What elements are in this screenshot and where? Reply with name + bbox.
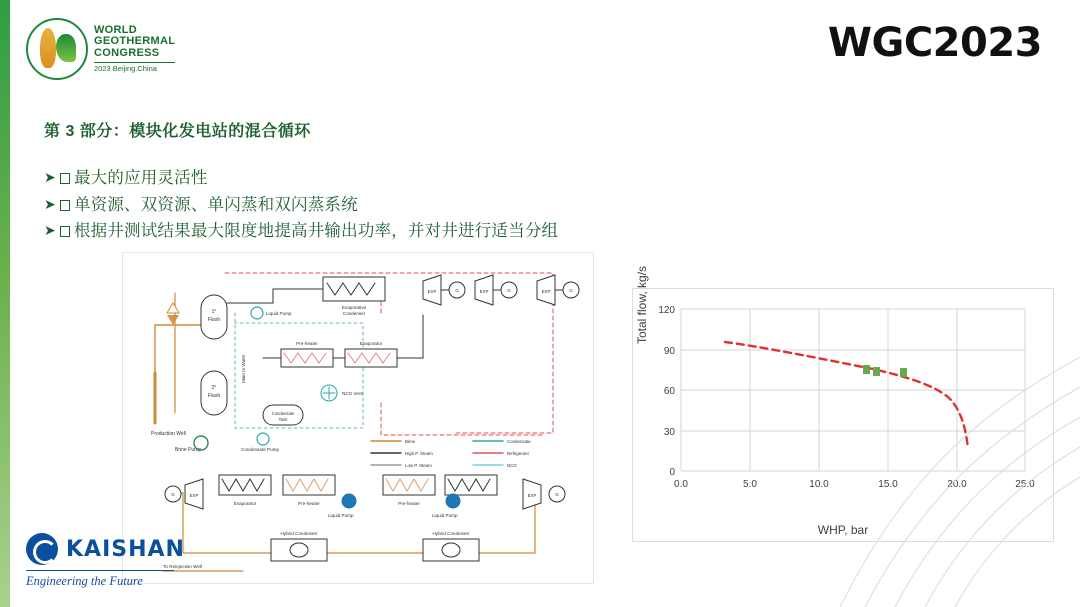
svg-text:G: G	[555, 492, 559, 497]
svg-text:Hybrid Condenser: Hybrid Condenser	[432, 531, 470, 536]
svg-text:EXP: EXP	[189, 493, 199, 498]
list-item	[44, 192, 744, 219]
svg-text:Liquid Pump: Liquid Pump	[266, 311, 292, 316]
chart-y-axis-label: Total flow, kg/s	[635, 265, 649, 344]
svg-text:EXP: EXP	[527, 493, 537, 498]
svg-text:To Reinjection Well: To Reinjection Well	[163, 564, 202, 569]
svg-text:Evaporator: Evaporator	[359, 341, 383, 346]
svg-text:25.0: 25.0	[1015, 479, 1035, 490]
diagram-svg	[123, 253, 593, 583]
svg-text:Refrigerant: Refrigerant	[507, 451, 529, 456]
arrow-bullet-icon: ➤	[44, 169, 56, 185]
svg-text:0.0: 0.0	[674, 479, 688, 490]
wgc-logo-line2: GEOTHERMAL	[94, 35, 176, 48]
wgc-logo-text	[94, 25, 175, 74]
svg-text:G: G	[455, 288, 459, 293]
svg-text:Liquid Pump: Liquid Pump	[432, 513, 458, 518]
wgc-emblem-icon	[26, 18, 88, 80]
svg-text:EXP: EXP	[427, 289, 437, 294]
wgc-logo-line1: WORLD	[94, 23, 138, 36]
box-glyph-icon	[60, 173, 70, 184]
svg-text:Production Well: Production Well	[151, 431, 186, 437]
box-glyph-icon	[60, 200, 70, 211]
chart-svg	[633, 289, 1053, 541]
list-item-label: 根据井测试结果最大限度地提高井输出功率，并对井进行适当分组	[73, 222, 559, 241]
process-flow-diagram	[122, 252, 594, 584]
svg-text:High P. Steam: High P. Steam	[405, 451, 433, 456]
svg-text:Tank: Tank	[278, 417, 288, 422]
wgc-logo	[26, 10, 176, 88]
arrow-bullet-icon: ➤	[44, 195, 56, 212]
svg-text:Condensate: Condensate	[507, 439, 531, 444]
svg-text:EXP: EXP	[541, 289, 551, 294]
list-item	[44, 218, 744, 245]
svg-text:Hybrid Condenser: Hybrid Condenser	[280, 531, 318, 536]
list-item	[44, 165, 744, 192]
svg-text:G: G	[507, 288, 511, 293]
svg-text:Condensate Pump: Condensate Pump	[241, 447, 280, 452]
box-glyph-icon	[60, 226, 70, 237]
svg-text:Low P. Steam: Low P. Steam	[405, 463, 432, 468]
svg-text:Brine: Brine	[405, 439, 416, 444]
svg-text:Main to Water: Main to Water	[241, 354, 246, 383]
kaishan-tagline: Engineering the Future	[26, 570, 174, 589]
svg-text:Condensate: Condensate	[271, 411, 295, 416]
svg-text:Flash: Flash	[207, 317, 221, 323]
list-item-label: 最大的应用灵活性	[73, 169, 208, 187]
kaishan-mark-icon	[26, 533, 58, 565]
svg-text:Condenser: Condenser	[342, 311, 366, 316]
kaishan-name: KAISHAN	[66, 536, 185, 562]
svg-text:NCG Vent: NCG Vent	[342, 391, 363, 396]
svg-text:15.0: 15.0	[878, 479, 898, 490]
deliverability-chart	[632, 265, 1054, 542]
svg-text:EXP: EXP	[479, 289, 489, 294]
wgc-logo-line3: CONGRESS	[94, 46, 160, 59]
svg-text:30: 30	[663, 427, 675, 438]
left-accent-bar	[0, 0, 10, 607]
svg-text:Flash: Flash	[207, 393, 221, 399]
svg-text:2°: 2°	[211, 385, 217, 391]
arrow-bullet-icon: ➤	[44, 222, 56, 239]
chart-x-axis-label: WHP, bar	[817, 523, 869, 537]
wgc-logo-line4: 2023 Beijing.China	[94, 62, 175, 73]
svg-text:G: G	[171, 492, 175, 497]
svg-text:Brine Pump: Brine Pump	[175, 447, 202, 453]
svg-text:NCG: NCG	[507, 463, 517, 468]
svg-text:Evaporative: Evaporative	[341, 305, 367, 310]
page-title: 第 3 部分：模块化发电站的混合循环	[44, 123, 311, 140]
svg-text:120: 120	[658, 305, 675, 316]
svg-text:Evaporator: Evaporator	[233, 501, 257, 506]
svg-text:1°: 1°	[211, 309, 217, 315]
svg-text:Pre-heater: Pre-heater	[398, 501, 420, 506]
svg-text:20.0: 20.0	[947, 479, 967, 490]
svg-text:Pre-heater: Pre-heater	[296, 341, 318, 346]
svg-text:G: G	[569, 288, 573, 293]
svg-text:90: 90	[663, 346, 675, 357]
bullet-list	[44, 165, 744, 245]
svg-text:60: 60	[663, 386, 675, 397]
svg-text:Pre-heater: Pre-heater	[298, 501, 320, 506]
svg-text:10.0: 10.0	[809, 479, 829, 490]
kaishan-logo	[26, 533, 186, 589]
conference-mark: WGC2023	[827, 20, 1042, 66]
svg-text:0: 0	[669, 467, 675, 478]
list-item-label: 单资源、双资源、单闪蒸和双闪蒸系统	[73, 195, 358, 214]
svg-text:5.0: 5.0	[743, 479, 757, 490]
svg-text:Liquid Pump: Liquid Pump	[328, 513, 354, 518]
